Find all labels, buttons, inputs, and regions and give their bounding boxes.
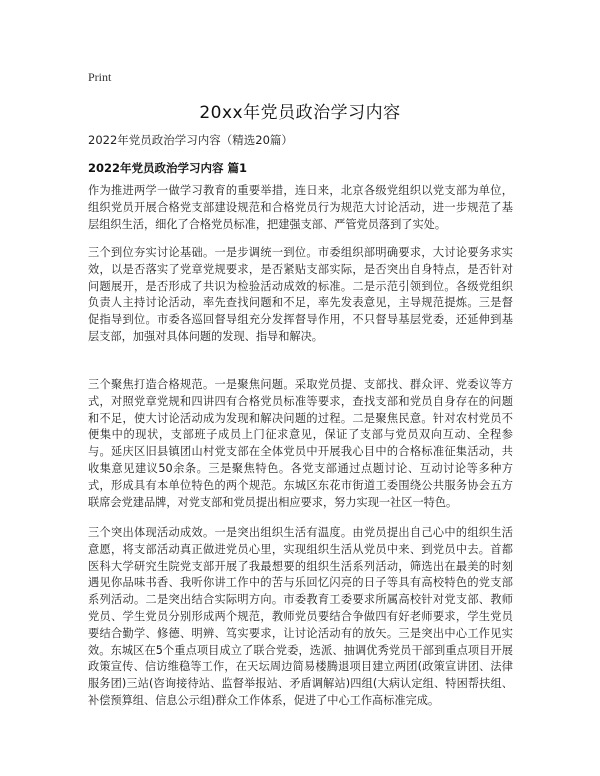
body-paragraph: 作为推进两学一做学习教育的重要举措，连日来，北京各级党组织以党支部为单位，组织党员开展合格党支部建设规范和合格党员行为规范大讨论活动，进一步规范了基层组织生活，细化了合格党员标准，把建强支部、严管党员落到了实处。 <box>88 184 513 231</box>
section-heading: 2022年党员政治学习内容 篇1 <box>88 161 248 175</box>
document-subtitle: 2022年党员政治学习内容（精选20篇） <box>88 133 293 147</box>
body-paragraph: 三个到位夯实讨论基础。一是步调统一到位。市委组织部明确要求，大讨论要务求实效，以是否落实了党章党规要求，是否紧贴支部实际，是否突出自身特点，是否针对问题展开，是否形成了共识为检验活动成效的标准。二是示范引领到位。各级党组织负责人主持讨论活动，率先查找问题和不足，率先发表意见，主导规范提炼。三是督促指导到位。市委各巡回督导组充分发挥督导作用，不只督导基层党委，还延伸到基层支部，加强对具体问题的发现、指导和解决。 <box>88 246 513 343</box>
print-label: Print <box>88 70 112 84</box>
page-title: 20xx年党员政治学习内容 <box>199 103 401 123</box>
body-paragraph: 三个聚焦打造合格规范。一是聚焦问题。采取党员提、支部找、群众评、党委议等方式，对照党章党规和四讲四有合格党员标准等要求，查找支部和党员自身存在的问题和不足，使大讨论活动成为发现和解决问题的过程。二是聚焦民意。针对农村党员不便集中的现状，支部班子成员上门征求意见，保证了支部与党员双向互动、全程参与。延庆区旧县镇团山村党支部在全体党员中开展我心目中的合格标准征集活动，共收集意见建议50余条。三是聚焦特色。各党支部通过点题讨论、互动讨论等多种方式，形成具有本单位特色的两个规范。东城区东花市街道工委围绕公共服务协会五方联席会党建品牌，对党支部和党员提出相应要求，努力实现一社区一特色。 <box>88 378 513 509</box>
body-paragraph: 三个突出体现活动成效。一是突出组织生活有温度。由党员提出自己心中的组织生活意愿，将支部活动真正做进党员心里，实现组织生活从党员中来、到党员中去。首都医科大学研究生院党支部开展了我最想要的组织生活系列活动，筛选出在最美的时刻遇见你品味书香、我听你讲工作中的苦与乐回忆闪亮的日子等具有高校特色的党支部系列活动。二是突出结合实际明方向。市委教育工委要求所属高校针对党支部、教师党员、学生党员分别形成两个规范，教师党员要结合争做四有好老师要求，学生党员要结合勤学、修德、明辨、笃实要求，让讨论活动有的放矢。三是突出中心工作见实效。东城区在5个重点项目成立了联合党委，选派、抽调优秀党员干部到重点项目开展政策宣传、信访维稳等工作，在天坛周边简易楼腾退项目建立两团(政策宣讲团、法律服务团)三站(咨询接待站、监督举报站、矛盾调解站)四组(大病认定组、特困帮扶组、补偿预算组、信息公示组)群众工作体系，促进了中心工作高标准完成。 <box>88 526 513 707</box>
